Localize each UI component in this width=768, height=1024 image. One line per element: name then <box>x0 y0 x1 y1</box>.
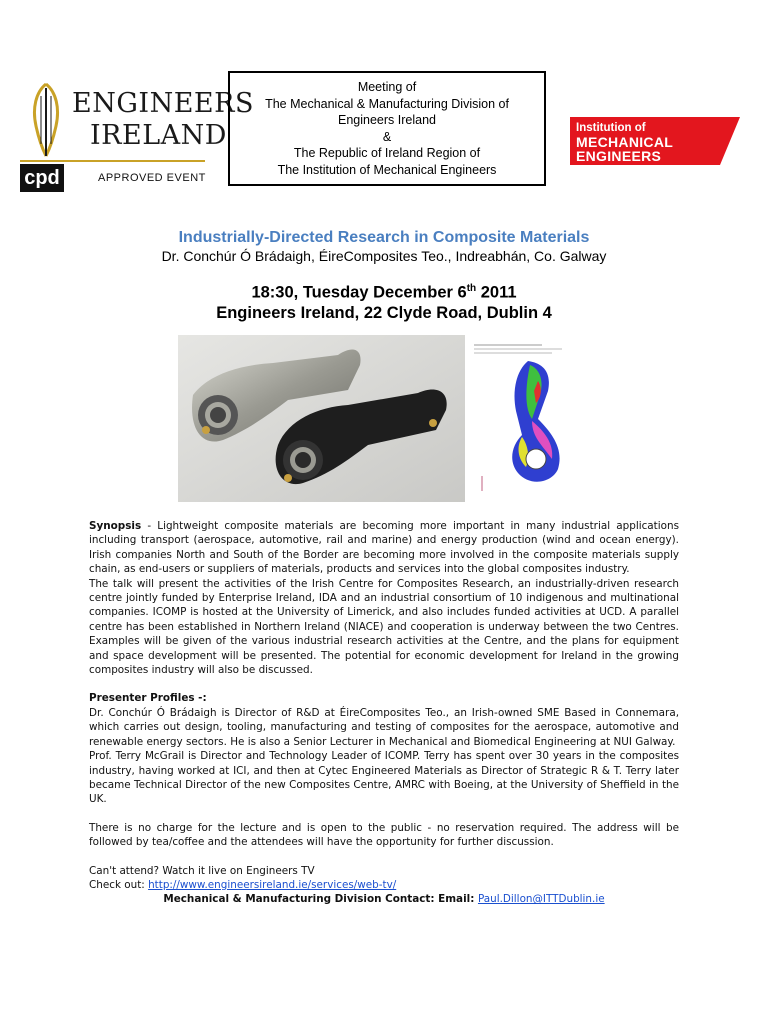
presenter-2-profile: Prof. Terry McGrail is Director and Technology Leader of ICOMP. Terry has spent over 30 years in the composites industry, having worked at ICI, and then at Cytec Engineered Materials as Director of Strategic R & T. Terry later became Technical Director of the new Composites Centre, AMRC with Boeing, at the University of Sheffield in the UK. <box>89 750 679 806</box>
imeche-line1: Institution of <box>576 122 646 134</box>
header-line: The Mechanical & Manufacturing Division of <box>265 96 509 111</box>
talk-title: Industrially-Directed Research in Composite Materials <box>178 229 590 246</box>
ei-word-ireland: IRELAND <box>90 120 227 151</box>
presenter-1-profile: Dr. Conchúr Ó Brádaigh is Director of R&D at ÉireComposites Teo., an Irish-owned SME Based in Connemara, which carries out design, tooling, manufacturing and testing of composites for the aerospace, automotive and renewable energy sectors. He is also a Senior Lecturer in Mechanical and Biomedical Engineering at NUI Galway. <box>89 706 679 748</box>
imeche-line3: ENGINEERS <box>576 148 662 164</box>
header-line: The Republic of Ireland Region of <box>293 146 481 160</box>
imeche-logo <box>570 117 740 165</box>
synopsis-heading: Synopsis <box>89 520 142 532</box>
time-year: 2011 <box>476 283 517 302</box>
ei-word-engineers: ENGINEERS <box>72 88 254 119</box>
body-text <box>89 519 679 907</box>
spacer <box>89 807 679 821</box>
presenters-heading: Presenter Profiles -: <box>89 692 207 705</box>
engineers-tv-link[interactable]: http://www.engineersireland.ie/services/web-tv/ <box>148 878 397 891</box>
engineers-ireland-logo <box>20 82 254 194</box>
time-main: 18:30, Tuesday December 6 <box>251 283 467 302</box>
header-line: & <box>382 129 392 144</box>
synopsis-paragraph <box>89 519 679 577</box>
meeting-header-box <box>228 71 546 186</box>
header-line: Meeting of <box>357 80 417 94</box>
contact-email-link[interactable]: Paul.Dillon@ITTDublin.ie <box>477 893 605 906</box>
check-out-label: Check out: <box>89 878 149 891</box>
contact-line <box>89 892 679 906</box>
synopsis-text-1: - Lightweight composite materials are becoming more important in many industrial applications including transport (aerospace, automotive, rail and marine) and energy production (wind and ocean energy). Irish companies North and South of the Border are becoming more involved in the composite materials supply chain, as end-users or suppliers of materials, products and services into the global composites industry. <box>89 520 679 576</box>
composite-parts-photo <box>178 335 465 502</box>
cant-attend-text: Can't attend? Watch it live on Engineers TV <box>89 864 315 877</box>
talk-datetime <box>0 283 768 303</box>
fea-stress-plot <box>472 341 592 501</box>
header-line: Engineers Ireland <box>338 113 436 127</box>
spacer <box>89 850 679 864</box>
time-ordinal: th <box>466 283 477 294</box>
cpd-badge: cpd <box>20 164 64 192</box>
spacer <box>89 677 679 691</box>
ei-gold-rule <box>20 160 205 162</box>
talk-speaker: Dr. Conchúr Ó Brádaigh, ÉireComposites Teo., Indreabhán, Co. Galway <box>161 248 607 264</box>
header-line: The Institution of Mechanical Engineers <box>277 162 497 177</box>
harp-icon <box>28 82 64 158</box>
approved-event-label: APPROVED EVENT <box>98 172 206 184</box>
notice-text: There is no charge for the lecture and is open to the public - no reservation required. The address will be followed by tea/coffee and the attendees will have the opportunity for further discussion. <box>89 821 679 849</box>
talk-venue: Engineers Ireland, 22 Clyde Road, Dublin 4 <box>216 304 552 322</box>
contact-label: Mechanical & Manufacturing Division Contact: Email: <box>163 893 478 906</box>
imeche-line2: MECHANICAL <box>576 134 674 150</box>
synopsis-text-2: The talk will present the activities of the Irish Centre for Composites Research, an industrially-driven research centre jointly funded by Enterprise Ireland, IDA and an industrial consortium of 10 indigenous and multinational companies. ICOMP is hosted at the University of Limerick, and also includes funded activities at UCD. A parallel centre has been established in Northern Ireland (NIACE) and cooperation is underway between the two Centres. Examples will be given of the various industrial research activities at the Centre, and the plans for equipment and space development will be presented. The potential for economic development for Ireland in the growing composites industry will also be discussed. <box>89 577 679 677</box>
check-out-line <box>89 878 679 892</box>
